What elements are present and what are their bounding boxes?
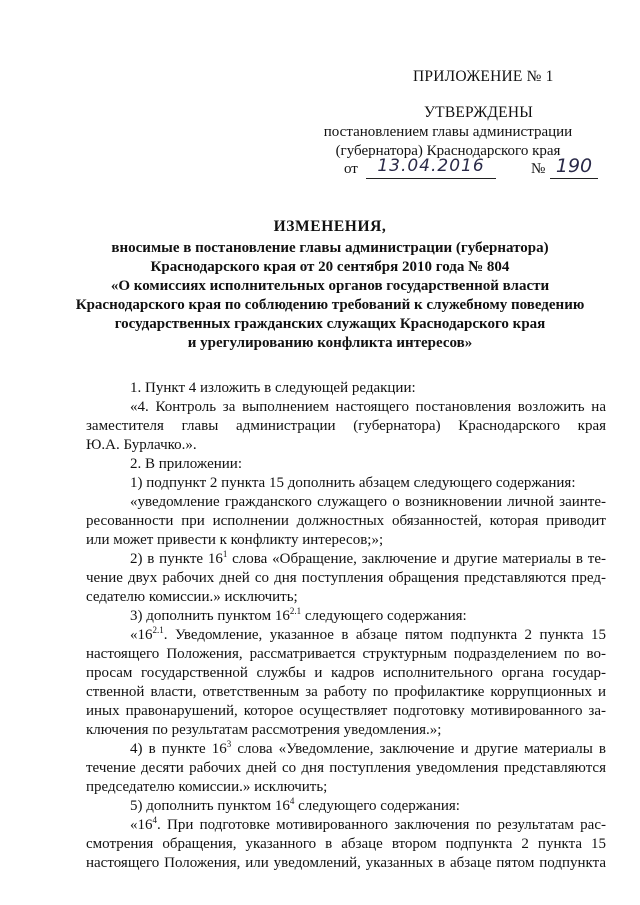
subtitle-line: и урегулированию конфликта интересов»	[187, 335, 473, 351]
approved-by-line: (губернатора) Краснодарского края	[335, 143, 561, 159]
subtitle-line: государственных гражданских служащих Краснодарского края	[114, 316, 546, 332]
body-line: председателю комиссии.» исключить;	[86, 779, 328, 795]
body-line: 5) дополнить пунктом $16^4$ следующего содержания:	[130, 796, 460, 814]
body-line: «$16^4$. При подготовке мотивированного заключения по результатам рас-	[130, 815, 606, 833]
body-line: просам государственной службы и кадров исполнительного органа государ-	[86, 665, 606, 681]
body-line: 3) дополнить пунктом $16^{2.1}$ следующего содержания:	[130, 606, 467, 624]
document-title: ИЗМЕНЕНИЯ,	[273, 218, 387, 235]
subtitle-line: вносимые в постановление главы администрации (губернатора)	[111, 240, 549, 256]
handwritten-number: 190	[555, 155, 593, 177]
body-line: 2) в пункте $16^1$ слова «Обращение, заключение и другие материалы в те-	[130, 549, 606, 567]
superscript: 3	[226, 739, 232, 749]
body-line: «4. Контроль за выполнением настоящего постановления возложить на	[130, 399, 606, 415]
appendix-label: ПРИЛОЖЕНИЕ № 1	[413, 68, 554, 85]
approved-by-line: постановлением главы администрации	[323, 124, 573, 140]
body-line: смотрения обращения, указанного в абзаце втором подпункта 2 пункта 15	[86, 836, 606, 852]
body-line: 4) в пункте $16^3$ слова «Уведомление, заключение и другие материалы в	[130, 739, 607, 757]
body-line: 2. В приложении:	[130, 456, 242, 472]
body-line: «$16^{2.1}$. Уведомление, указанное в абзаце пятом подпункта 2 пункта 15	[130, 625, 606, 643]
date-label: от	[344, 161, 358, 177]
body-line: настоящего Положения, или уведомлений, указанных в абзаце пятом подпункта	[86, 855, 606, 871]
superscript: 1	[222, 549, 228, 559]
subtitle-line: Краснодарского края от 20 сентября 2010 года № 804	[150, 259, 510, 275]
body-line: иных правонарушений, которое осуществляет подготовку мотивированного за-	[86, 703, 606, 719]
subtitle-line: «О комиссиях исполнительных органов государственной власти	[110, 278, 550, 294]
number-underline	[550, 178, 598, 179]
body-line: или может привести к конфликту интересов;»;	[86, 532, 384, 548]
approved-label: УТВЕРЖДЕНЫ	[424, 104, 533, 121]
handwritten-date: 13.04.2016	[377, 156, 485, 176]
body-line: настоящего Положения, рассматривается структурным подразделением по во-	[86, 646, 606, 662]
body-line: течение десяти рабочих дней со дня поступления уведомления представляются	[86, 760, 606, 776]
body-line: 1) подпункт 2 пункта 15 дополнить абзацем следующего содержания:	[130, 475, 576, 491]
superscript: 2.1	[152, 625, 164, 635]
body-line: ресованности при исполнении должностных обязанностей, которая приводит	[86, 513, 606, 529]
superscript: 2.1	[289, 606, 302, 616]
number-label: №	[531, 161, 546, 177]
body-line: «уведомление гражданского служащего о возникновении личной заинте-	[130, 494, 606, 510]
body-line: ственной власти, ответственным за работу по профилактике коррупционных и	[86, 684, 606, 700]
body-line: ключения по результатам рассмотрения уведомления.»;	[86, 722, 442, 738]
body-line: седателю комиссии.» исключить;	[86, 589, 298, 605]
date-underline	[366, 178, 496, 179]
body-line: 1. Пункт 4 изложить в следующей редакции:	[130, 380, 416, 396]
superscript: 4	[152, 815, 157, 825]
body-line: Ю.А. Бурлачко.».	[86, 437, 197, 453]
subtitle-line: Краснодарского края по соблюдению требований к служебному поведению	[75, 297, 585, 313]
body-line: чение двух рабочих дней со дня поступления обращения представляются пред-	[86, 570, 606, 586]
superscript: 4	[289, 796, 295, 806]
body-line: заместителя главы администрации (губернатора) Краснодарского края	[86, 418, 606, 434]
date-number-row	[344, 155, 604, 182]
